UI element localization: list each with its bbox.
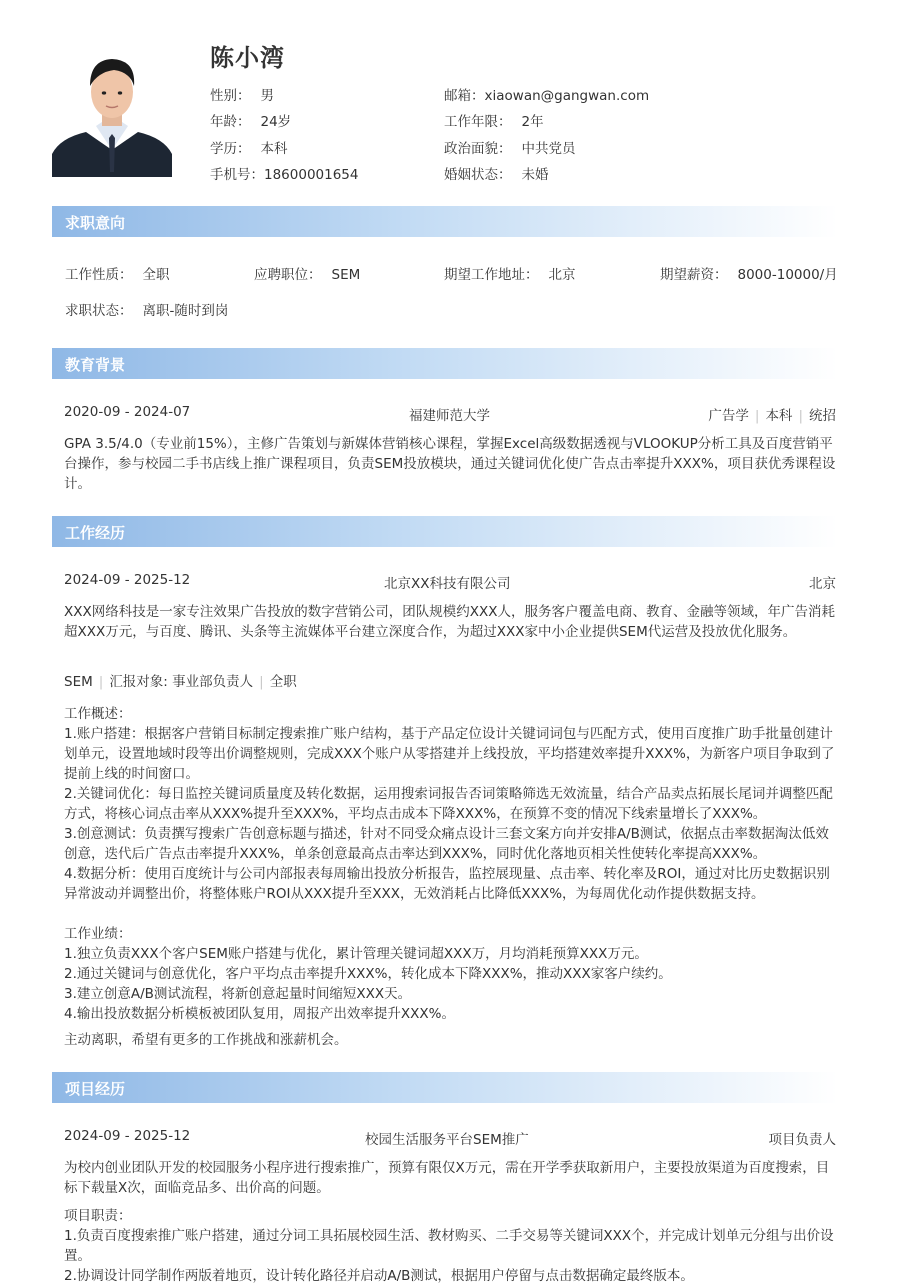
work-summary-item: 2.关键词优化：每日监控关键词质量度及转化数据，运用搜索词报告否词策略筛选无效流量，结合产品卖点拓展长尾词并调整匹配方式，将核心词点击率从XXX%提升至XXX%，平均点击成本下降XXX%，在预算不变的情况下线索量增长了XXX%。	[64, 786, 833, 822]
project-duties-title: 项目职责：	[64, 1208, 132, 1224]
project-duties	[64, 1206, 838, 1286]
education-school: 福建师范大学	[409, 408, 490, 424]
applicant-name: 陈小湾	[210, 44, 285, 72]
section-title: 项目经历	[65, 1080, 126, 1098]
work-results	[64, 924, 838, 1024]
work-summary	[64, 704, 838, 904]
work-company-intro: XXX网络科技是一家专注效果广告投放的数字营销公司，团队规模约XXX人，服务客户覆盖电商、教育、金融等领域，年广告消耗超XXX万元，与百度、腾讯、头条等主流媒体平台建立深度合作，为超过XXX家中小企业提供SEM代运营及投放优化服务。	[64, 604, 835, 640]
info-phone: 手机号：18600001654	[210, 167, 359, 183]
work-tags: SEM | 汇报对象: 事业部负责人 | 全职	[64, 674, 297, 690]
project-date: 2024-09 - 2025-12	[64, 1128, 191, 1144]
project-duty-item: 1.负责百度搜索推广账户搭建，通过分词工具拓展校园生活、教材购买、二手交易等关键词XXX个，并完成计划单元分组与出价设置。	[64, 1228, 834, 1264]
section-bar-project	[52, 1072, 838, 1103]
intent-job-type: 工作性质： 全职	[65, 267, 170, 283]
work-city: 北京	[809, 576, 836, 592]
work-result-item: 4.输出投放数据分析模板被团队复用，周报产出效率提升XXX%。	[64, 1006, 455, 1022]
info-education: 学历： 本科	[210, 141, 288, 157]
work-result-item: 1.独立负责XXX个客户SEM账户搭建与优化，累计管理关键词超XXX万，月均消耗预算XXX万元。	[64, 946, 648, 962]
education-date: 2020-09 - 2024-07	[64, 404, 191, 420]
work-leave-reason: 主动离职，希望有更多的工作挑战和涨薪机会。	[64, 1032, 348, 1048]
work-summary-item: 3.创意测试：负责撰写搜索广告创意标题与描述，针对不同受众痛点设计三套文案方向并安排A/B测试，依据点击率数据淘汰低效创意，迭代后广告点击率提升XXX%，单条创意最高点击率达到XXX%，同时优化落地页相关性使转化率提高XXX%。	[64, 826, 829, 862]
work-summary-item: 1.账户搭建：根据客户营销目标制定搜索推广账户结构，基于产品定位设计关键词词包与匹配方式，使用百度推广助手批量创建计划单元，设置地域时段等出价调整规则，完成XXX个账户从零搭建并上线投放，平均搭建效率提升XXX%，为新客户项目争取到了提前上线的时间窗口。	[64, 726, 835, 782]
intent-status: 求职状态： 离职-随时到岗	[65, 303, 229, 319]
section-bar-work	[52, 516, 838, 547]
info-political-status: 政治面貌： 中共党员	[444, 141, 576, 157]
section-bar-education	[52, 348, 838, 379]
project-description: 为校内创业团队开发的校园服务小程序进行搜索推广，预算有限仅X万元，需在开学季获取新用户，主要投放渠道为百度搜索，目标下载量X次，面临竞品多、出价高的问题。	[64, 1160, 830, 1196]
profile-photo	[52, 42, 172, 177]
section-title: 工作经历	[65, 524, 126, 542]
project-name: 校园生活服务平台SEM推广	[365, 1132, 529, 1148]
info-gender: 性别： 男	[210, 88, 274, 104]
intent-position: 应聘职位： SEM	[254, 267, 361, 283]
work-summary-item: 4.数据分析：使用百度统计与公司内部报表每周输出投放分析报告，监控展现量、点击率、转化率及ROI，通过对比历史数据识别异常波动并调整出价，将整体账户ROI从XXX提升至XXX，无效消耗占比降低XXX%，为每周优化动作提供数据支持。	[64, 866, 830, 902]
intent-location: 期望工作地址： 北京	[444, 267, 576, 283]
intent-salary: 期望薪资： 8000-10000/月	[660, 267, 838, 283]
work-result-item: 2.通过关键词与创意优化，客户平均点击率提升XXX%，转化成本下降XXX%，推动XXX家客户续约。	[64, 966, 672, 982]
work-company: 北京XX科技有限公司	[384, 576, 511, 592]
info-age: 年龄： 24岁	[210, 114, 292, 130]
education-major-info: 广告学 | 本科 | 统招	[708, 408, 836, 424]
info-email: 邮箱：xiaowan@gangwan.com	[444, 88, 650, 104]
info-work-years: 工作年限： 2年	[444, 114, 544, 130]
section-bar-intent	[52, 206, 838, 237]
work-results-title: 工作业绩：	[64, 926, 132, 942]
education-description: GPA 3.5/4.0（专业前15%），主修广告策划与新媒体营销核心课程，掌握Excel高级数据透视与VLOOKUP分析工具及百度营销平台操作，参与校园二手书店线上推广课程项目，负责SEM投放模块，通过关键词优化使广告点击率提升XXX%，项目获优秀课程设计。	[64, 436, 836, 492]
project-role: 项目负责人	[768, 1132, 836, 1148]
section-title: 求职意向	[65, 214, 126, 232]
info-marital-status: 婚姻状态： 未婚	[444, 167, 549, 183]
work-date: 2024-09 - 2025-12	[64, 572, 191, 588]
work-result-item: 3.建立创意A/B测试流程，将新创意起量时间缩短XXX天。	[64, 986, 412, 1002]
section-title: 教育背景	[65, 356, 126, 374]
work-summary-title: 工作概述：	[64, 706, 132, 722]
project-duty-item: 2.协调设计同学制作两版着地页，设计转化路径并启动A/B测试，根据用户停留与点击数据确定最终版本。	[64, 1268, 694, 1284]
